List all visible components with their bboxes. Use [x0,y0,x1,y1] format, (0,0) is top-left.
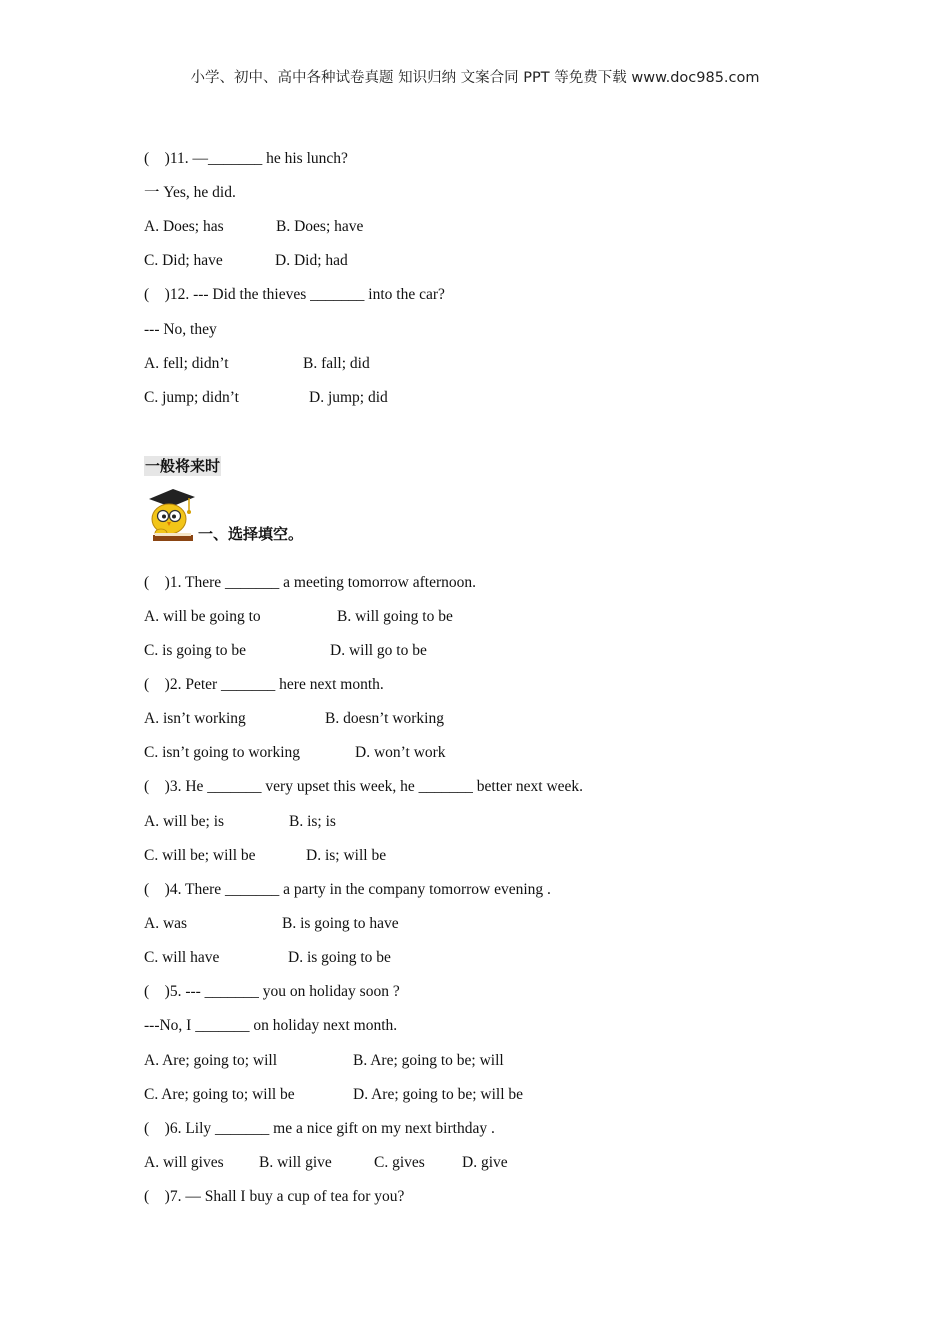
option-c: C. will be; will be [144,847,256,864]
option-b: B. fall; did [303,355,370,372]
option-d: D. jump; did [309,389,388,406]
option-a: A. will gives [144,1154,224,1171]
question-6-stem: ( )6. Lily _______ me a nice gift on my next birthday . [144,1120,495,1137]
option-c: C. gives [374,1154,425,1171]
option-b: B. doesn’t working [325,710,444,727]
option-a: A. Are; going to; will [144,1052,278,1069]
question-4-stem: ( )4. There _______ a party in the company tomorrow evening . [144,881,551,898]
option-a: A. will be going to [144,608,261,625]
option-a: A. was [144,915,188,932]
section-subtitle: 一、选择填空。 [198,525,304,543]
question-2-stem: ( )2. Peter _______ here next month. [144,676,384,693]
question-1-stem: ( )1. There _______ a meeting tomorrow afternoon. [144,574,477,591]
section-title: 一般将来时 [145,457,221,475]
option-c: C. Did; have [144,252,223,269]
option-b: B. is going to have [282,915,399,932]
option-d: D. is; will be [306,847,387,864]
option-c: C. isn’t going to working [144,744,301,761]
question-12-stem: ( )12. --- Did the thieves _______ into the car? [144,286,445,303]
option-d: D. give [462,1154,508,1171]
option-d: D. Did; had [275,252,348,269]
option-d: D. won’t work [355,744,446,761]
option-b: B. Are; going to be; will [353,1052,504,1069]
option-d: D. Are; going to be; will be [353,1086,524,1103]
question-11-stem: ( )11. —_______ he his lunch? [144,150,348,167]
option-a: A. will be; is [144,813,225,830]
question-12-answer: --- No, they [144,321,217,338]
question-7-stem: ( )7. — Shall I buy a cup of tea for you? [144,1188,405,1205]
option-c: C. jump; didn’t [144,389,239,406]
owl-graduate-icon [143,487,197,543]
option-c: C. Are; going to; will be [144,1086,295,1103]
question-5-answer: ---No, I _______ on holiday next month. [144,1017,398,1034]
question-3-stem: ( )3. He _______ very upset this week, he _______ better next week. [144,778,584,795]
page-header: 小学、初中、高中各种试卷真题 知识归纳 文案合同 PPT 等免费下载 www.doc985.com [190,70,760,86]
option-a: A. Does; has [144,218,224,235]
option-b: B. is; is [289,813,336,830]
option-d: D. will go to be [330,642,427,659]
question-5-stem: ( )5. --- _______ you on holiday soon ? [144,983,400,1000]
option-a: A. isn’t working [144,710,246,727]
option-c: C. is going to be [144,642,247,659]
question-11-answer: 一 Yes, he did. [144,184,236,201]
option-c: C. will have [144,949,220,966]
option-b: B. will going to be [337,608,453,625]
question-12-options-cd [144,388,844,448]
option-b: B. Does; have [276,218,364,235]
option-b: B. will give [259,1154,332,1171]
option-a: A. fell; didn’t [144,355,229,372]
option-d: D. is going to be [288,949,391,966]
